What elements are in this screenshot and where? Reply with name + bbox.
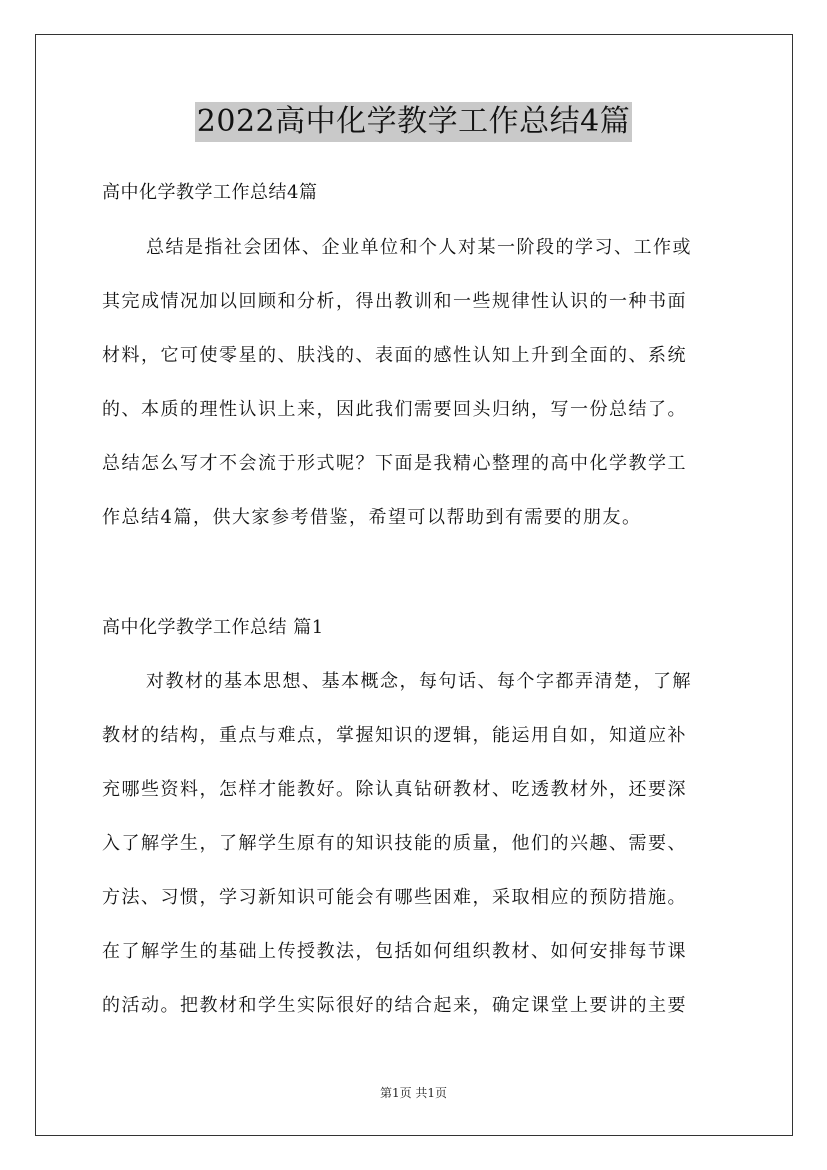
intro-line: 材料，它可使零星的、肤浅的、表面的感性认知上升到全面的、系统: [102, 345, 687, 366]
section-line: 的活动。把教材和学生实际很好的结合起来，确定课堂上要讲的主要: [102, 995, 687, 1016]
section-line: 入了解学生，了解学生原有的知识技能的质量，他们的兴趣、需要、: [102, 833, 687, 854]
intro-line: 作总结4篇，供大家参考借鉴，希望可以帮助到有需要的朋友。: [102, 507, 642, 528]
document-subtitle: 高中化学教学工作总结4篇: [102, 182, 318, 203]
title-container: [0, 102, 827, 142]
section-line: 在了解学生的基础上传授教法，包括如何组织教材、如何安排每节课: [102, 941, 687, 962]
section-line: 对教材的基本思想、基本概念，每句话、每个字都弄清楚，了解: [146, 671, 692, 692]
intro-line: 总结是指社会团体、企业单位和个人对某一阶段的学习、工作或: [146, 237, 692, 258]
section-line: 方法、习惯，学习新知识可能会有哪些困难，采取相应的预防措施。: [102, 887, 687, 908]
intro-line: 总结怎么写才不会流于形式呢？下面是我精心整理的高中化学教学工: [102, 453, 687, 474]
section-line: 教材的结构，重点与难点，掌握知识的逻辑，能运用自如，知道应补: [102, 725, 687, 746]
page-footer: 第1页 共1页: [379, 1086, 448, 1100]
intro-line: 其完成情况加以回顾和分析，得出教训和一些规律性认识的一种书面: [102, 291, 687, 312]
section-heading: 高中化学教学工作总结 篇1: [102, 617, 324, 638]
intro-line: 的、本质的理性认识上来，因此我们需要回头归纳，写一份总结了。: [102, 399, 687, 420]
document-title: 2022高中化学教学工作总结4篇: [195, 102, 632, 142]
section-line: 充哪些资料，怎样才能教好。除认真钻研教材、吃透教材外，还要深: [102, 779, 687, 800]
